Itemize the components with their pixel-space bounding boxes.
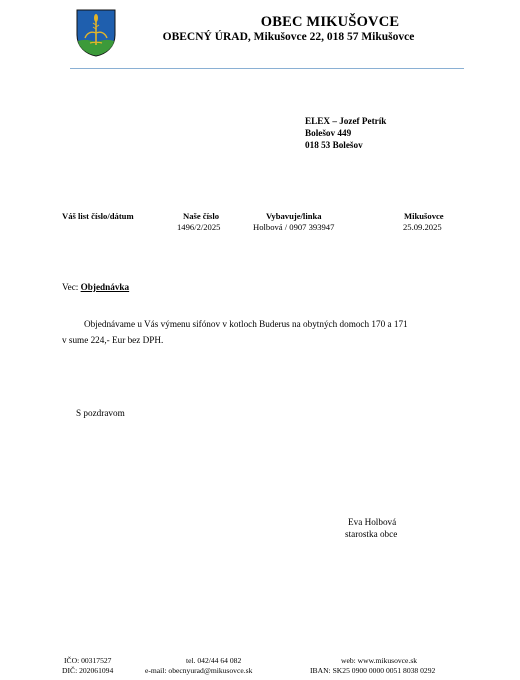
footer-dic: DIČ: 202061094 — [62, 666, 114, 675]
subject-line — [62, 282, 129, 292]
footer-email: e-mail: obecnyurad@mikusovce.sk — [145, 666, 253, 675]
handled-by-label: Vybavuje/linka — [266, 211, 322, 221]
subject-prefix: Vec: — [62, 282, 81, 292]
org-address: OBECNÝ ÚRAD, Mikušovce 22, 018 57 Mikušovce — [162, 31, 415, 43]
body-line-2: v sume 224,- Eur bez DPH. — [62, 335, 164, 345]
closing: S pozdravom — [76, 408, 125, 418]
recipient-line-3: 018 53 Bolešov — [305, 140, 363, 150]
signature-name: Eva Holbová — [348, 517, 397, 527]
recipient-line-1: ELEX – Jozef Petrík — [305, 116, 387, 126]
recipient-line-2: Bolešov 449 — [305, 128, 352, 138]
footer-ico: IČO: 00317527 — [64, 656, 112, 665]
signature-title: starostka obce — [345, 529, 398, 539]
org-name: OBEC MIKUŠOVCE — [260, 14, 400, 30]
your-letter-label: Váš list číslo/dátum — [62, 211, 134, 221]
footer-iban: IBAN: SK25 0900 0000 0051 8038 0292 — [310, 666, 436, 675]
footer-web: web: www.mikusovce.sk — [341, 656, 418, 665]
body-line-1: Objednávame u Vás výmenu sifónov v kotloch Buderus na obytných domoch 170 a 171 — [84, 319, 408, 329]
subject-title: Objednávka — [80, 282, 130, 292]
our-number-label: Naše číslo — [183, 211, 220, 221]
place-label: Mikušovce — [404, 211, 444, 221]
letter-date: 25.09.2025 — [403, 222, 442, 232]
header-divider — [70, 68, 464, 69]
handled-by-value: Holbová / 0907 393947 — [253, 222, 335, 232]
our-number-value: 1496/2/2025 — [177, 222, 221, 232]
footer-tel: tel. 042/44 64 082 — [186, 656, 242, 665]
